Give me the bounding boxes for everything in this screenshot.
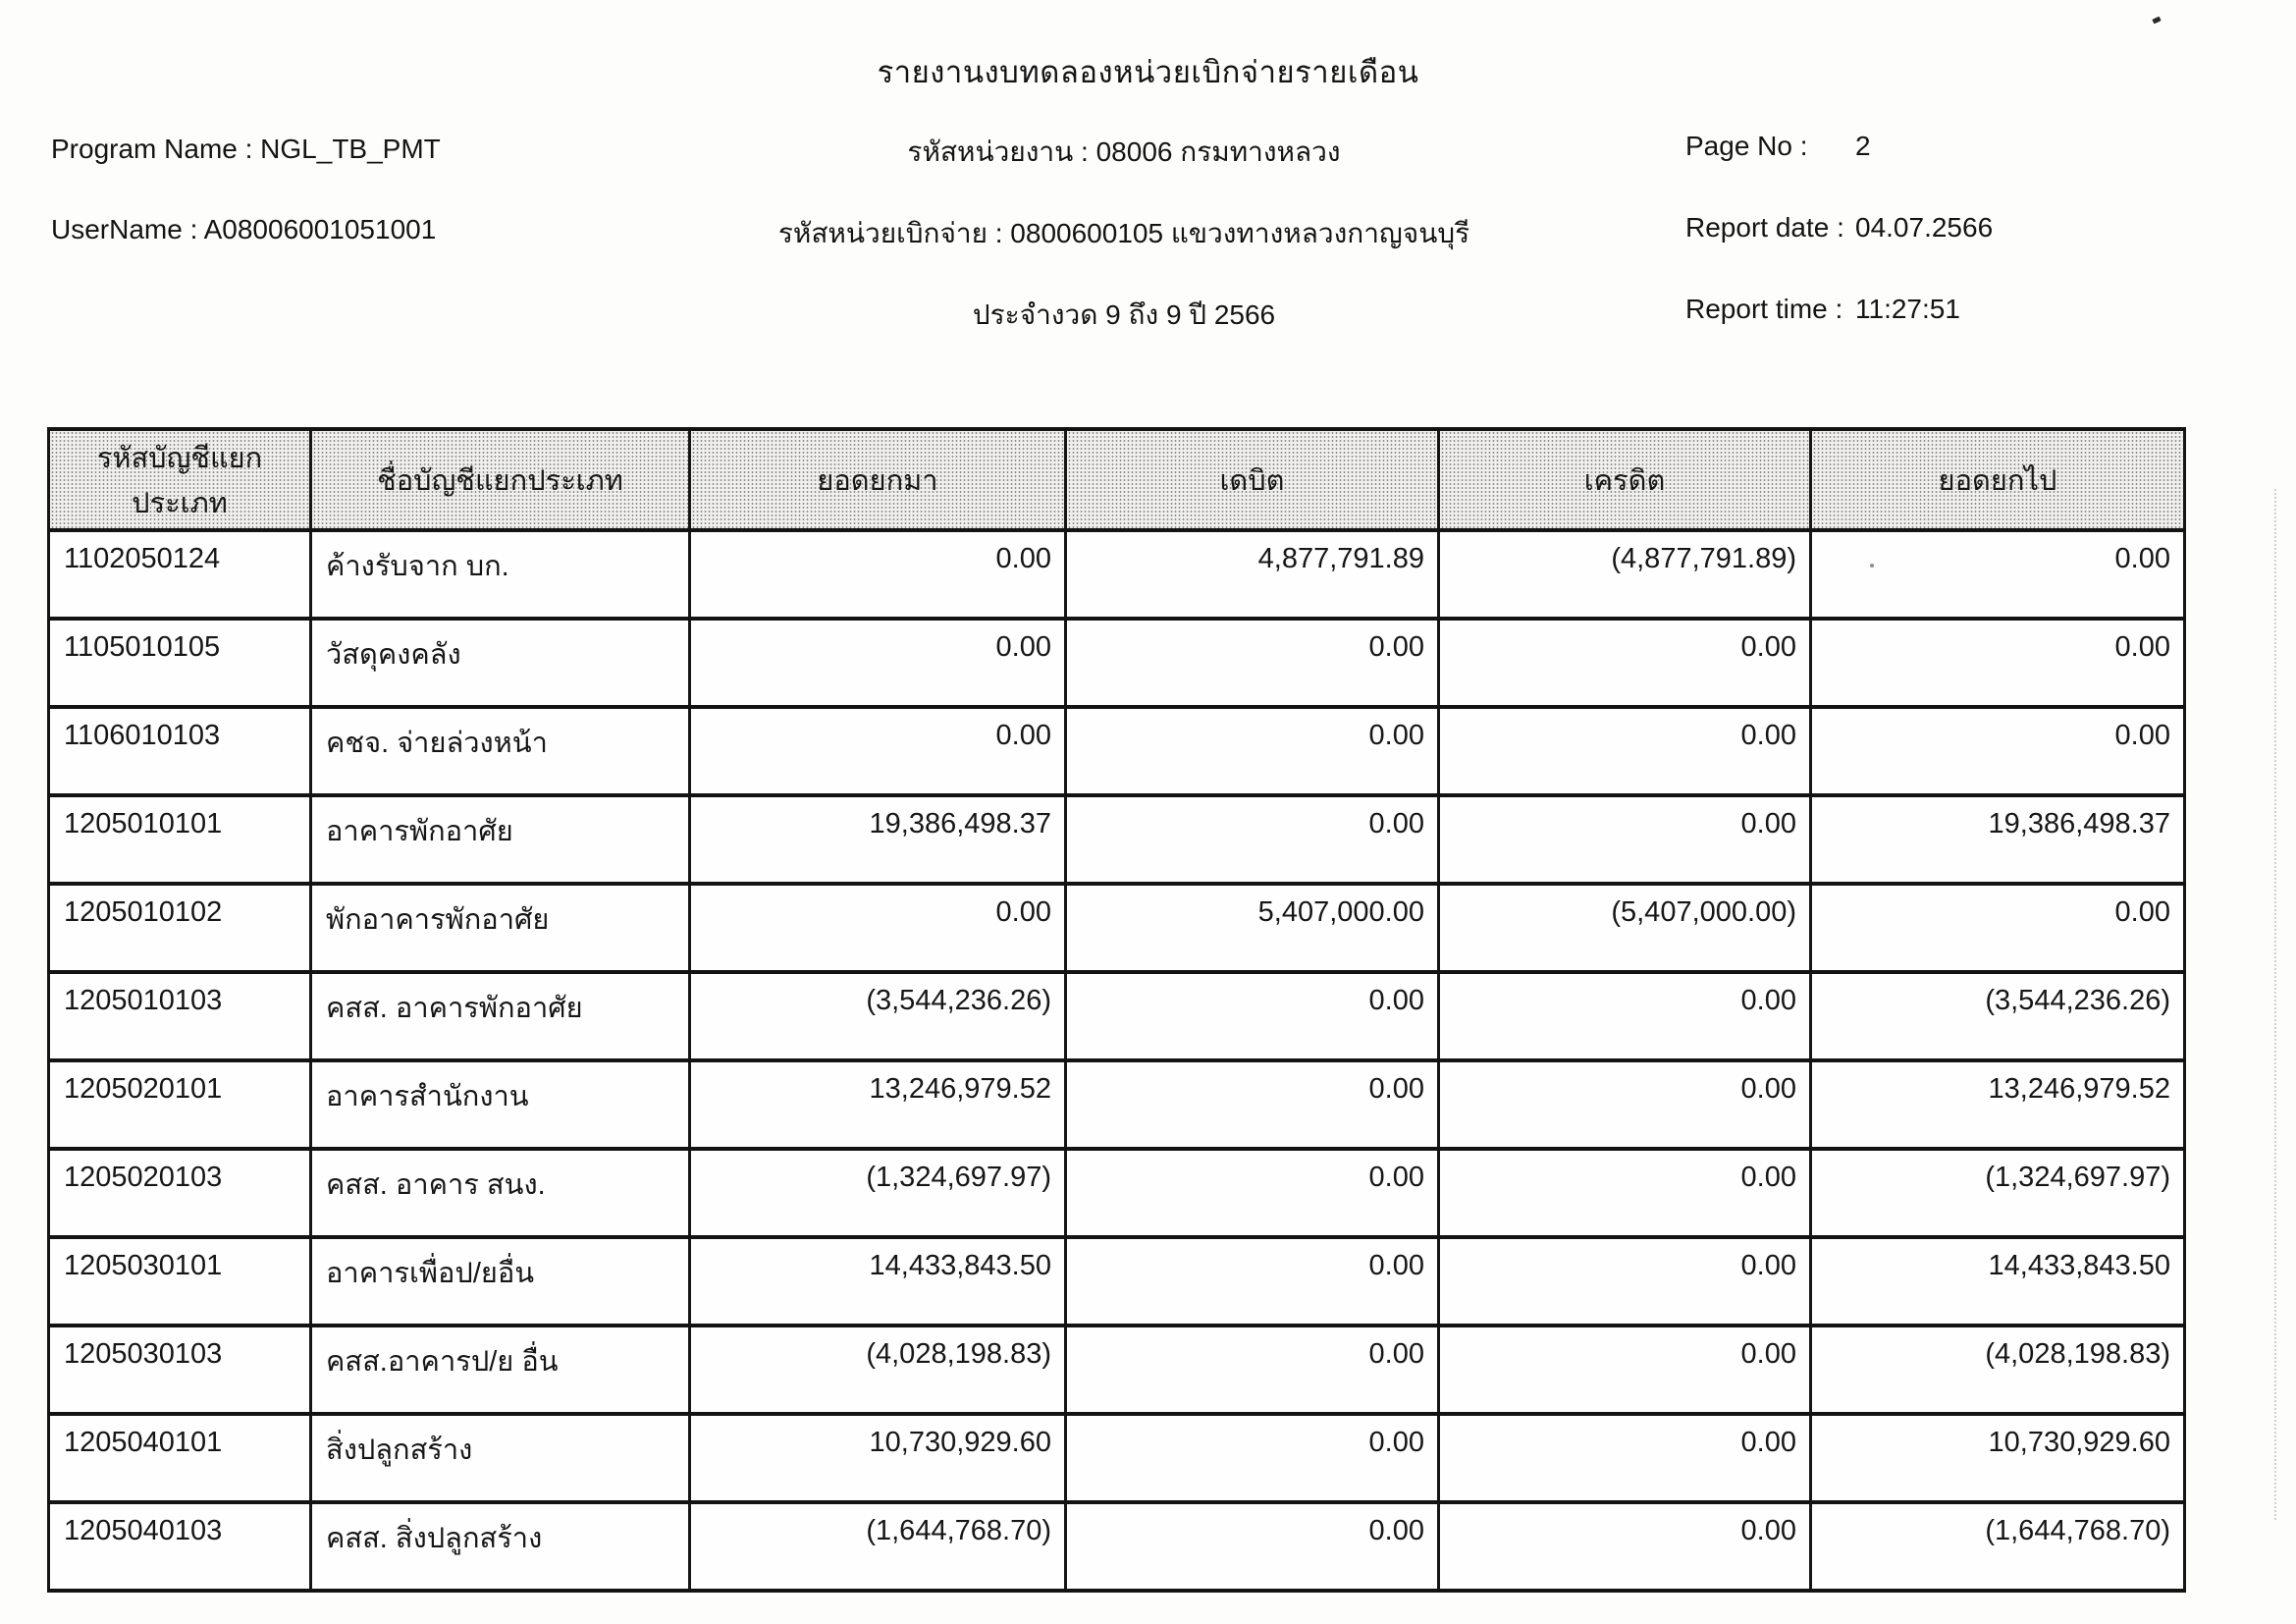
account-name-cell: คสส. อาคาร สนง.: [311, 1149, 690, 1237]
page-no-value: 2: [1855, 131, 1871, 161]
table-row: [49, 1149, 2185, 1237]
balance-carried-cell: 0.00: [1811, 884, 2185, 972]
table-row: [49, 707, 2185, 795]
balance-carried-cell: 14,433,843.50: [1811, 1237, 2185, 1326]
credit-cell: 0.00: [1439, 1149, 1811, 1237]
balance-carried-cell: (1,644,768.70): [1811, 1502, 2185, 1591]
balance-forward-cell: (3,544,236.26): [690, 972, 1066, 1060]
balance-carried-cell: (1,324,697.97): [1811, 1149, 2185, 1237]
report-date-label: Report date :: [1685, 212, 1844, 243]
table-row: [49, 795, 2185, 884]
account-name-cell: วัสดุคงคลัง: [311, 619, 690, 707]
agency-code-line: รหัสหน่วยงาน : 08006 กรมทางหลวง: [907, 136, 1341, 167]
table-row: [49, 1326, 2185, 1414]
balance-carried-cell: 13,246,979.52: [1811, 1060, 2185, 1149]
debit-cell: 0.00: [1066, 1149, 1439, 1237]
account-code-cell: 1205040101: [49, 1414, 311, 1502]
col-header-debit: เดบิต: [1066, 429, 1439, 530]
balance-forward-cell: (4,028,198.83): [690, 1326, 1066, 1414]
account-name-cell: พักอาคารพักอาศัย: [311, 884, 690, 972]
account-name-cell: สิ่งปลูกสร้าง: [311, 1414, 690, 1502]
col-header-balance-carried: ยอดยกไป: [1811, 429, 2185, 530]
balance-forward-cell: 0.00: [690, 530, 1066, 619]
account-code-cell: 1205010102: [49, 884, 311, 972]
table-row: [49, 1414, 2185, 1502]
balance-forward-cell: 19,386,498.37: [690, 795, 1066, 884]
col-header-balance-forward: ยอดยกมา: [690, 429, 1066, 530]
debit-cell: 0.00: [1066, 619, 1439, 707]
credit-cell: 0.00: [1439, 1326, 1811, 1414]
account-name-cell: คสส. สิ่งปลูกสร้าง: [311, 1502, 690, 1591]
credit-cell: 0.00: [1439, 619, 1811, 707]
balance-carried-cell: 10,730,929.60: [1811, 1414, 2185, 1502]
debit-cell: 5,407,000.00: [1066, 884, 1439, 972]
account-code-cell: 1102050124: [49, 530, 311, 619]
account-code-cell: 1106010103: [49, 707, 311, 795]
balance-forward-cell: 13,246,979.52: [690, 1060, 1066, 1149]
account-name-cell: อาคารเพื่อป/ยอื่น: [311, 1237, 690, 1326]
debit-cell: 0.00: [1066, 1060, 1439, 1149]
credit-cell: 0.00: [1439, 1237, 1811, 1326]
credit-cell: (4,877,791.89): [1439, 530, 1811, 619]
account-name-cell: คสส. อาคารพักอาศัย: [311, 972, 690, 1060]
balance-carried-cell: 0.00: [1811, 707, 2185, 795]
debit-cell: 0.00: [1066, 1326, 1439, 1414]
account-code-cell: 1205010103: [49, 972, 311, 1060]
scan-artifact-edge-line: [2274, 489, 2276, 1520]
table-row: [49, 884, 2185, 972]
account-code-cell: 1205020103: [49, 1149, 311, 1237]
debit-cell: 0.00: [1066, 1237, 1439, 1326]
account-code-cell: 1205020101: [49, 1060, 311, 1149]
balance-forward-cell: 14,433,843.50: [690, 1237, 1066, 1326]
account-name-cell: อาคารสำนักงาน: [311, 1060, 690, 1149]
report-time-label: Report time :: [1685, 294, 1843, 324]
table-header-row: [49, 429, 2185, 530]
debit-cell: 0.00: [1066, 1414, 1439, 1502]
account-code-cell: 1205030103: [49, 1326, 311, 1414]
account-name-cell: คสส.อาคารป/ย อื่น: [311, 1326, 690, 1414]
debit-cell: 4,877,791.89: [1066, 530, 1439, 619]
debit-cell: 0.00: [1066, 1502, 1439, 1591]
account-name-cell: อาคารพักอาศัย: [311, 795, 690, 884]
balance-forward-cell: (1,644,768.70): [690, 1502, 1066, 1591]
table-header: [49, 429, 2185, 530]
debit-cell: 0.00: [1066, 795, 1439, 884]
credit-cell: 0.00: [1439, 972, 1811, 1060]
report-date-value: 04.07.2566: [1855, 212, 1994, 243]
credit-cell: 0.00: [1439, 1502, 1811, 1591]
balance-forward-cell: 0.00: [690, 884, 1066, 972]
table-row: [49, 619, 2185, 707]
report-time-value: 11:27:51: [1855, 294, 1960, 324]
credit-cell: (5,407,000.00): [1439, 884, 1811, 972]
table-row: [49, 530, 2185, 619]
credit-cell: 0.00: [1439, 1060, 1811, 1149]
table-body: [49, 530, 2185, 1591]
col-header-credit: เครดิต: [1439, 429, 1811, 530]
account-name-cell: คชจ. จ่ายล่วงหน้า: [311, 707, 690, 795]
account-code-cell: 1105010105: [49, 619, 311, 707]
balance-forward-cell: 10,730,929.60: [690, 1414, 1066, 1502]
balance-carried-cell: 19,386,498.37: [1811, 795, 2185, 884]
account-name-cell: ค้างรับจาก บก.: [311, 530, 690, 619]
table-row: [49, 1502, 2185, 1591]
account-code-cell: 1205040103: [49, 1502, 311, 1591]
col-header-account-code: รหัสบัญชีแยกประเภท: [49, 429, 311, 530]
scan-artifact-speck: [2152, 17, 2161, 25]
username-line: UserName : A08006001051001: [51, 214, 437, 244]
credit-cell: 0.00: [1439, 707, 1811, 795]
credit-cell: 0.00: [1439, 795, 1811, 884]
credit-cell: 0.00: [1439, 1414, 1811, 1502]
trial-balance-table-wrap: [47, 427, 2186, 1593]
table-row: [49, 1237, 2185, 1326]
period-line: ประจำงวด 9 ถึง 9 ปี 2566: [972, 299, 1276, 330]
debit-cell: 0.00: [1066, 972, 1439, 1060]
table-row: [49, 972, 2185, 1060]
col-header-account-name: ชื่อบัญชีแยกประเภท: [311, 429, 690, 530]
balance-carried-cell: 0.00: [1811, 530, 2185, 619]
disbursement-unit-line: รหัสหน่วยเบิกจ่าย : 0800600105 แขวงทางหลวงกาญจนบุรี: [777, 218, 1470, 248]
debit-cell: 0.00: [1066, 707, 1439, 795]
page-no-label: Page No :: [1685, 131, 1808, 161]
balance-forward-cell: (1,324,697.97): [690, 1149, 1066, 1237]
trial-balance-table: [47, 427, 2186, 1593]
scan-artifact-dot: [1870, 564, 1874, 568]
account-code-cell: 1205010101: [49, 795, 311, 884]
balance-carried-cell: (4,028,198.83): [1811, 1326, 2185, 1414]
table-row: [49, 1060, 2185, 1149]
balance-carried-cell: 0.00: [1811, 619, 2185, 707]
balance-forward-cell: 0.00: [690, 619, 1066, 707]
page-title: รายงานงบทดลองหน่วยเบิกจ่ายรายเดือน: [877, 55, 1419, 89]
account-code-cell: 1205030101: [49, 1237, 311, 1326]
program-name-line: Program Name : NGL_TB_PMT: [51, 134, 441, 164]
balance-forward-cell: 0.00: [690, 707, 1066, 795]
balance-carried-cell: (3,544,236.26): [1811, 972, 2185, 1060]
